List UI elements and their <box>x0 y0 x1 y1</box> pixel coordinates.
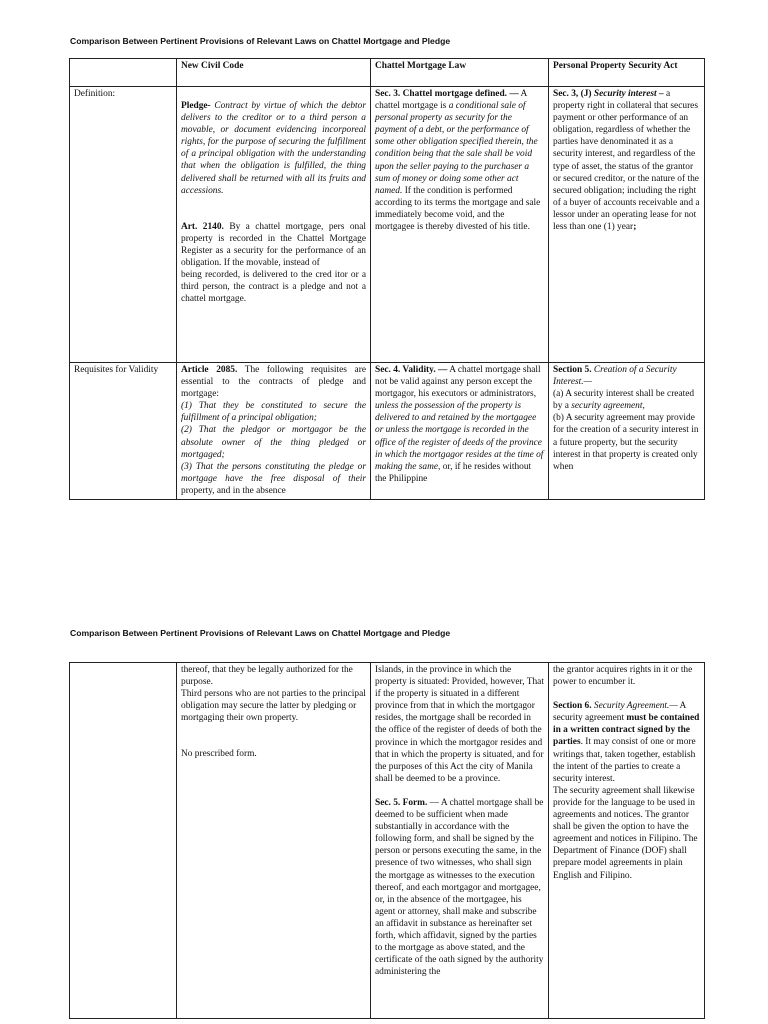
pledge-text: Contract by virtue of which the debtor delivers to the creditor or to a third person a movable, or document evidencing incorporeal rights, for the purpose of securing the fulfillment of a principal obligation with the understanding that when the obligation is fulfilled, the thing delivered shall be returned with all its fruits and accessions. <box>181 101 366 196</box>
sec3-text1: A chattel mortgage is <box>375 89 527 112</box>
art-2085-item3-rest: property, and in the absence <box>181 485 286 496</box>
cml-definition-cell <box>371 87 549 363</box>
ppsa-definition-cell <box>549 87 705 363</box>
row-label-definition: Definition: <box>70 87 177 363</box>
ppsa-sec5-title: Section 5. <box>553 365 592 375</box>
ppsa-sec3-title: Sec. 3, (J) <box>553 89 592 99</box>
ppsa-sec5-a: (a) A security interest shall be created by a <box>553 389 695 412</box>
sec4-text1: A chattel mortgage shall not be valid against any person except the mortgagor, his executors or administrators, <box>375 365 541 400</box>
ppsa-sec6-text1: A security agreement <box>553 701 686 724</box>
sec3-title: Sec. 3. Chattel mortgage defined. — <box>375 89 519 99</box>
ppsa-sec6-bold: must be contained in a written contract signed by the parties <box>553 713 700 748</box>
header-new-civil-code: New Civil Code <box>177 59 371 87</box>
ppsa-sec6-text3: The security agreement shall likewise provide for the language to be used in agreements and notices. The grantor shall be given the option to have the agreement and notices in Filipino. The Department of Finance (DOF) shall prepare model agreements in plain English and Filipino. <box>553 785 698 881</box>
art-2085-item3: (3) That the persons constituting the pledge or mortgage have the free disposal of their <box>181 461 366 484</box>
ncc-requisites-cell <box>177 363 371 500</box>
table-header-row <box>70 59 705 87</box>
art-2085-item1: (1) That they be constituted to secure the fulfillment of a principal obligation; <box>181 401 366 424</box>
cml-requisites-cell <box>371 363 549 500</box>
sec4-italic: unless the possession of the property is delivered to and retained by the mortgagee or unless the mortgage is recorded in the office of the register of deeds of the province in which the mortgagor resides at the time of making the same, <box>375 401 544 472</box>
ppsa-continued-cell <box>549 663 705 1019</box>
cml-continued-cell <box>371 663 549 1019</box>
sec3-italic: a conditional sale of personal property as security for the payment of a debt, or the performance of some other obligation specified therein, the condition being that the sale shall be void upon the seller paying to the purchaser a sum of money or doing some other act named. <box>375 101 538 196</box>
ppsa-sec5-a-italic: security agreement, <box>571 401 645 412</box>
art-2140-title: Art. 2140. <box>181 221 224 232</box>
ncc-third-persons-text: Third persons who are not parties to the principal obligation may secure the latter by pledging or mortgaging their own property. <box>181 689 366 724</box>
art-2085-title: Article 2085. <box>181 365 238 375</box>
page-heading-2: Comparison Between Pertinent Provisions of Relevant Laws on Chattel Mortgage and Pledge <box>70 628 451 638</box>
ppsa-sec6-title: Section 6. <box>553 701 592 712</box>
ncc-form-text: No prescribed form. <box>181 749 257 760</box>
ncc-continued-text: thereof, that they be legally authorized for the purpose. <box>181 665 353 688</box>
sec4-title: Sec. 4. Validity. — <box>375 365 448 375</box>
ppsa-sec3-end: ; <box>633 222 637 233</box>
art-2140-text2: being recorded, is delivered to the cred itor or a third person, the contract is a pledge and not a chattel mortgage. <box>181 270 366 305</box>
header-chattel-mortgage-law: Chattel Mortgage Law <box>371 59 549 87</box>
sec5-form-text: — A chattel mortgage shall be deemed to be sufficient when made substantially in accordance with the following form, and shall be signed by the person or persons executing the same, in the presence of two witnesses, who shall sign the mortgage as witnesses to the execution thereof, and each mortgagor and mortgagee, or, in the absence of the mortgagee, his agent or attorney, shall make and subscribe an affidavit in substance as hereinafter set forth, which affidavit, signed by the parties to the mortgage as above stated, and the certificate of the oath signed by the authority administering the <box>375 797 544 978</box>
art-2085-item2: (2) That the pledgor or mortgagor be the absolute owner of the thing pledged or mortgaged; <box>181 425 366 460</box>
ppsa-sec3-text: a property right in collateral that secures payment or other performance of an obligation, regardless of whether the parties have denominated it as a security interest, and regardless of the type of asset, the status of the grantor or secured creditor, or the nature of the secured obligation; including the right of a buyer of accounts receivable and a lessor under an operating lease for not less than one (1) year <box>553 89 700 233</box>
comparison-table-continued <box>69 662 705 1019</box>
sec4-text2: or, if he resides without the Philippine <box>375 461 532 484</box>
ncc-continued-cell <box>177 663 371 1019</box>
ppsa-sec6-italic: Security Agreement.— <box>591 701 678 712</box>
ppsa-security-interest-term: Security interest – <box>591 89 664 99</box>
sec5-form-title: Sec. 5. Form. <box>375 797 428 808</box>
table-row-definition <box>70 87 705 363</box>
row-label-blank <box>70 663 177 1019</box>
ppsa-sec6-text2: . It may consist of one or more writings that, taken together, establish the intent of the parties to create a security interest. <box>553 737 696 784</box>
art-2085-text: The following requisites are essential to the contracts of pledge and mortgage: <box>181 365 366 400</box>
header-blank <box>70 59 177 87</box>
page-heading: Comparison Between Pertinent Provisions of Relevant Laws on Chattel Mortgage and Pledge <box>70 36 451 46</box>
art-2140-text: By a chattel mortgage, pers onal property is recorded in the Chattel Mortgage Register as a security for the performance of an obligation. If the movable, instead of <box>181 221 366 269</box>
row-label-requisites: Requisites for Validity <box>70 363 177 500</box>
sec3-text2: If the condition is performed according to its terms the mortgage and sale immediately become void, and the mortgagee is thereby divested of his title. <box>375 185 541 233</box>
header-ppsa: Personal Property Security Act <box>549 59 705 87</box>
cml-continued-text: Islands, in the province in which the property is situated: Provided, however, That if the property is situated in a different province from that in which the mortgagor resides, the mortgage shall be recorded in the office of the register of deeds of both the province in which the mortgagor resides and that in which the property is situated, and for the purposes of this Act the city of Manila shall be deemed to be a province. <box>375 665 544 784</box>
ppsa-continued-text: the grantor acquires rights in it or the power to encumber it. <box>553 665 693 688</box>
ppsa-requisites-cell <box>549 363 705 500</box>
table-row-continued <box>70 663 705 1019</box>
pledge-term: Pledge- <box>181 101 211 111</box>
ppsa-sec5-b: (b) A security agreement may provide for the creation of a security interest in a future property, but the security interest in that property is created only when <box>553 413 699 472</box>
ncc-definition-cell <box>177 87 371 363</box>
table-row-requisites <box>70 363 705 500</box>
ppsa-sec5-title-italic: Creation of a Security Interest.— <box>553 365 677 388</box>
comparison-table <box>69 58 705 500</box>
